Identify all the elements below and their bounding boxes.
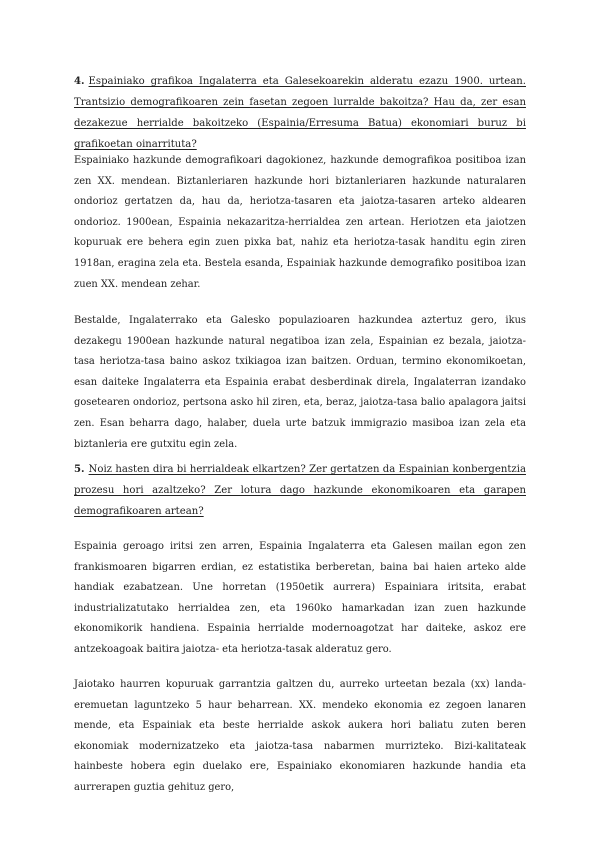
answer-paragraph: Espainia geroago iritsi zen arren, Espainia Ingalaterra eta Galesen mailan egon zen frankismoaren bigarren erdian, ez estatistika berberetan, baina bai haien arteko alde handiak ezabatzean. Une horretan (1950etik aurrera) Espainiara iritsita, erabat industrializatutako herrialdea zen, eta 1960ko hamarkadan izan zuen hazkunde ekonomikorik handiena. Espainia herrialde modernoagotzat har daiteke, askoz ere antzekoagoak baitira jaiotza- eta heriotza-tasak alderatuz gero.: [74, 541, 526, 655]
answer-paragraph: Espainiako hazkunde demografikoari dagokionez, hazkunde demografikoa positiboa izan zen XX. mendean. Biztanleriaren hazkunde hori biztanleriaren hazkunde naturalaren ondorioz gertatzen da, hau da, heriotza-tasaren eta jaiotza-tasaren arteko aldearen ondorioz. 1900ean, Espainia nekazaritza-herrialdea zen artean. Heriotzen eta jaiotzen kopuruak ere behera egin zuen pixka bat, nahiz eta heriotza-tasak handitu egin ziren 1918an, eragina zela eta. Bestela esanda, Espainiak hazkunde demografiko positiboa izan zuen XX. mendean zehar.: [74, 155, 526, 290]
question-text: Espainiako grafikoa Ingalaterra eta Galesekoarekin alderatu ezazu 1900. urtean. Trantsizio demografikoaren zein fasetan zegoen lurralde bakoitza? Hau da, zer esan dezakezue herrialde bakoitzeko (Espainia/Erresuma Batua) ekonomiari buruz bi grafikoetan oinarrituta?: [74, 76, 526, 150]
question-5: [74, 459, 526, 522]
question-number: 4.: [74, 76, 85, 87]
question-4: [74, 71, 526, 155]
answer-paragraph: Bestalde, Ingalaterrako eta Galesko populazioaren hazkundea aztertuz gero, ikus dezakegu 1900ean hazkunde natural negatiboa izan zela, Espainian ez bezala, jaiotza-tasa heriotza-tasa baino askoz txikiagoa izan baitzen. Orduan, termino ekonomikoetan, esan daiteke Ingalaterra eta Espainia erabat desberdinak direla, Ingalaterran izandako gosetearen ondorioz, pertsona asko hil ziren, eta, beraz, jaiotza-tasa balio apalagora jaitsi zen. Esan beharra dago, halaber, duela urte batzuk immigrazio masiboa izan zela eta biztanleria ere gutxitu egin zela.: [74, 315, 526, 450]
question-text: Noiz hasten dira bi herrialdeak elkartzen? Zer gertatzen da Espainian konbergentzia prozesu hori azaltzeko? Zer lotura dago hazkunde ekonomikoaren eta garapen demografikoaren artean?: [74, 464, 526, 517]
question-number: 5.: [74, 464, 85, 475]
answer-paragraph: Jaiotako haurren kopuruak garrantzia galtzen du, aurreko urteetan bezala (xx) landa-eremuetan laguntzeko 5 haur beharrean. XX. mendeko ekonomia ez zegoen lanaren mende, eta Espainiak eta beste herrialde askok aukera hori baliatu zuten beren ekonomiak modernizatzeko eta jaiotza-tasa nabarmen murrizteko. Bizi-kalitateak hainbeste hobera egin duelako ere, Espainiako ekonomiaren hazkunde handia eta aurrerapen guztia gehituz gero,: [74, 679, 526, 793]
